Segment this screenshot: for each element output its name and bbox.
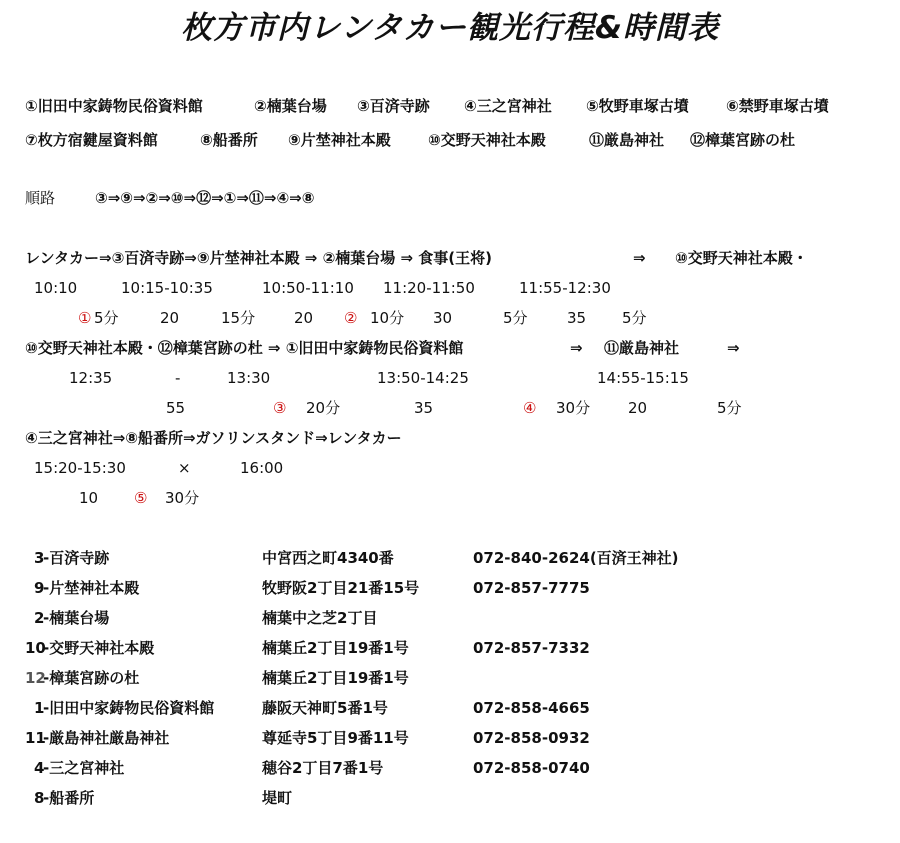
spot-number: 8	[34, 789, 45, 807]
time: 11:20-11:50	[383, 279, 475, 297]
spot-item: ⑦枚方宿鍵屋資料館	[25, 131, 158, 149]
duration: 20	[294, 309, 314, 327]
schedule-route: ④三之宮神社⇒⑧船番所⇒ガソリンスタンド⇒レンタカー	[25, 429, 402, 447]
route-value: ③⇒⑨⇒②⇒⑩⇒⑫⇒①⇒⑪⇒④⇒⑧	[95, 189, 315, 207]
spot-number: 9	[34, 579, 45, 597]
spot-item: ⑥禁野車塚古墳	[726, 97, 829, 115]
duration: 35	[414, 399, 434, 417]
schedule-route: レンタカー⇒③百済寺跡⇒⑨片埜神社本殿 ⇒ ②楠葉台場 ⇒ 食事(王将)	[25, 249, 493, 267]
spot-item: ⑨片埜神社本殿	[288, 131, 391, 149]
spot-address: 楠葉丘2丁目19番1号	[262, 639, 409, 657]
spot-address: 中宮西之町4340番	[262, 549, 394, 567]
duration: 30分	[556, 399, 591, 417]
time: 10:15-10:35	[121, 279, 213, 297]
time: 10:10	[34, 279, 78, 297]
spot-name: -片埜神社本殿	[43, 579, 140, 597]
spot-address: 堤町	[262, 789, 293, 807]
spot-name: -楠葉台場	[43, 609, 110, 627]
marker: ②	[344, 309, 358, 327]
time: 11:55-12:30	[519, 279, 611, 297]
time: 14:55-15:15	[597, 369, 689, 387]
duration: 5分	[503, 309, 528, 327]
arrow: ⇒	[727, 339, 740, 357]
spot-number: 2	[34, 609, 45, 627]
arrow: ⇒	[570, 339, 583, 357]
duration: 30分	[165, 489, 200, 507]
schedule-route: ⑩交野天神社本殿・⑫樟葉宮跡の杜 ⇒ ①旧田中家鋳物民俗資料館	[25, 339, 464, 357]
duration: 5分	[622, 309, 647, 327]
spot-item: ⑪厳島神社	[589, 131, 665, 149]
spot-item: ⑧船番所	[200, 131, 258, 149]
spot-address: 藤阪天神町5番1号	[262, 699, 388, 717]
spot-name: -旧田中家鋳物民俗資料館	[43, 699, 215, 717]
time: 13:50-14:25	[377, 369, 469, 387]
time: 12:35	[69, 369, 113, 387]
time: 16:00	[240, 459, 284, 477]
duration: 5分	[717, 399, 742, 417]
spot-phone: 072-858-0932	[473, 729, 590, 747]
time-separator: ×	[178, 459, 191, 477]
spot-item: ⑤牧野車塚古墳	[586, 97, 689, 115]
time: 13:30	[227, 369, 271, 387]
duration: 10	[79, 489, 99, 507]
marker: ③	[273, 399, 287, 417]
spot-address: 楠葉丘2丁目19番1号	[262, 669, 409, 687]
spot-address: 尊延寺5丁目9番11号	[262, 729, 409, 747]
spot-name: -樟葉宮跡の杜	[43, 669, 140, 687]
spot-phone: 072-840-2624(百済王神社)	[473, 549, 679, 567]
spot-phone: 072-857-7775	[473, 579, 590, 597]
spot-item: ⑩交野天神社本殿	[428, 131, 546, 149]
spot-phone: 072-857-7332	[473, 639, 590, 657]
marker: ⑤	[134, 489, 148, 507]
spot-item: ②楠葉台場	[254, 97, 327, 115]
spot-address: 穂谷2丁目7番1号	[262, 759, 384, 777]
time: 10:50-11:10	[262, 279, 354, 297]
spot-name: -厳島神社厳島神社	[43, 729, 170, 747]
duration: 10分	[370, 309, 405, 327]
time-separator: -	[175, 369, 181, 387]
page-title: 枚方市内レンタカー観光行程&時間表	[180, 10, 720, 46]
spot-address: 楠葉中之芝2丁目	[262, 609, 378, 627]
schedule-route-tail: ⑩交野天神社本殿・	[675, 249, 808, 267]
spot-name: -百済寺跡	[43, 549, 110, 567]
duration: 20分	[306, 399, 341, 417]
spot-name: -三之宮神社	[43, 759, 125, 777]
marker: ④	[523, 399, 537, 417]
duration: 30	[433, 309, 453, 327]
spot-item: ④三之宮神社	[464, 97, 552, 115]
spot-item: ①旧田中家鋳物民俗資料館	[25, 97, 203, 115]
duration: 5分	[94, 309, 119, 327]
duration: 20	[628, 399, 648, 417]
duration: 15分	[221, 309, 256, 327]
spot-name: -交野天神社本殿	[43, 639, 155, 657]
spot-number: 1	[34, 699, 45, 717]
route-label: 順路	[25, 189, 56, 207]
time: 15:20-15:30	[34, 459, 126, 477]
duration: 20	[160, 309, 180, 327]
spot-phone: 072-858-4665	[473, 699, 590, 717]
spot-address: 牧野阪2丁目21番15号	[262, 579, 420, 597]
spot-name: -船番所	[43, 789, 95, 807]
arrow: ⇒	[633, 249, 646, 267]
spot-item: ⑫樟葉宮跡の杜	[690, 131, 796, 149]
marker: ①	[78, 309, 92, 327]
spot-number: 12	[25, 669, 46, 687]
duration: 55	[166, 399, 186, 417]
spot-number: 10	[25, 639, 46, 657]
spot-number: 3	[34, 549, 45, 567]
schedule-route-mid: ⑪厳島神社	[604, 339, 680, 357]
spot-number: 4	[34, 759, 45, 777]
spot-phone: 072-858-0740	[473, 759, 590, 777]
spot-number: 11	[25, 729, 46, 747]
duration: 35	[567, 309, 587, 327]
spot-item: ③百済寺跡	[357, 97, 430, 115]
